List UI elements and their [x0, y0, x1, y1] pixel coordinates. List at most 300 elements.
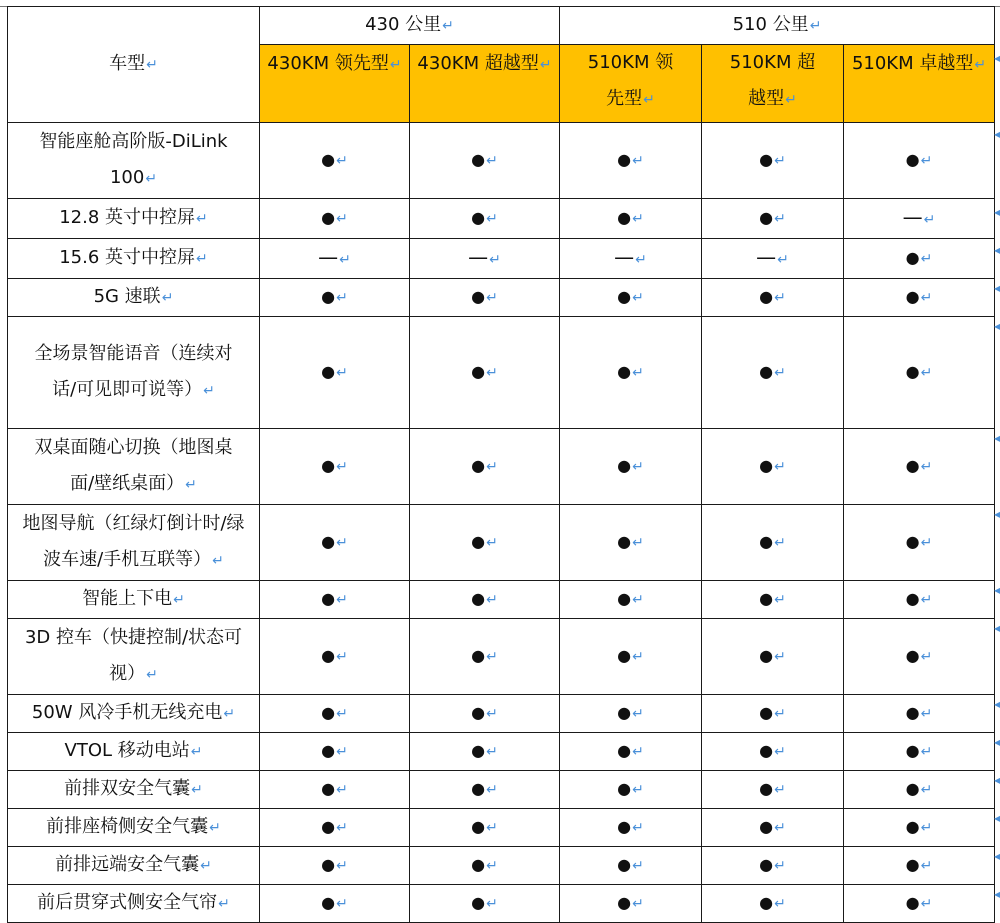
- standard-mark: ●: [321, 855, 336, 874]
- value-cell: [844, 505, 995, 581]
- paragraph-mark-icon: ↵: [774, 744, 786, 760]
- standard-mark: ●: [905, 703, 920, 722]
- feature-label: 地图导航（红绿灯倒计时/绿波车速/手机互联等）: [22, 513, 245, 570]
- edge-cell-mark-icon: ◂: [994, 507, 1000, 521]
- table-row: [8, 123, 995, 199]
- paragraph-mark-icon: ↵: [774, 211, 786, 227]
- value-cell: [260, 695, 410, 733]
- value-cell: [410, 279, 560, 317]
- paragraph-mark-icon: ↵: [146, 667, 158, 683]
- paragraph-mark-icon: ↵: [632, 820, 644, 836]
- edge-cell-mark-icon: ◂: [994, 431, 1000, 445]
- paragraph-mark-icon: ↵: [336, 211, 348, 227]
- feature-cell: [8, 847, 260, 885]
- paragraph-mark-icon: ↵: [336, 649, 348, 665]
- trim-label: 430KM 超越型: [417, 53, 539, 74]
- paragraph-mark-icon: ↵: [336, 706, 348, 722]
- paragraph-mark-icon: ↵: [339, 252, 351, 268]
- paragraph-mark-icon: ↵: [486, 706, 498, 722]
- standard-mark: ●: [617, 893, 632, 912]
- standard-mark: ●: [759, 456, 774, 475]
- paragraph-mark-icon: ↵: [486, 782, 498, 798]
- standard-mark: ●: [905, 532, 920, 551]
- standard-mark: ●: [471, 779, 486, 798]
- table-row: [8, 199, 995, 239]
- standard-mark: ●: [321, 287, 336, 306]
- value-cell: [410, 619, 560, 695]
- paragraph-mark-icon: ↵: [920, 782, 933, 798]
- value-cell: [260, 733, 410, 771]
- value-cell: [410, 317, 560, 429]
- feature-cell: [8, 771, 260, 809]
- edge-cell-mark-icon: ◂: [994, 735, 1000, 749]
- trim-header-cell: [410, 45, 560, 123]
- paragraph-mark-icon: ↵: [920, 365, 933, 381]
- feature-cell: [8, 505, 260, 581]
- standard-mark: ●: [471, 741, 486, 760]
- table-row: [8, 279, 995, 317]
- trim-label: 510KM 领先型: [587, 52, 674, 109]
- standard-mark: ●: [471, 456, 486, 475]
- paragraph-mark-icon: ↵: [785, 92, 797, 108]
- paragraph-mark-icon: ↵: [923, 212, 936, 228]
- value-cell: [844, 317, 995, 429]
- paragraph-mark-icon: ↵: [920, 251, 933, 267]
- value-cell: [844, 123, 995, 199]
- paragraph-mark-icon: ↵: [486, 896, 498, 912]
- paragraph-mark-icon: ↵: [774, 858, 786, 874]
- standard-mark: ●: [471, 589, 486, 608]
- value-cell: [410, 771, 560, 809]
- paragraph-mark-icon: ↵: [336, 820, 348, 836]
- value-cell: [560, 885, 702, 923]
- edge-cell-mark-icon: ◂: [994, 887, 1000, 901]
- value-cell: [702, 695, 844, 733]
- standard-mark: ●: [471, 287, 486, 306]
- value-cell: [410, 695, 560, 733]
- standard-mark: ●: [759, 150, 774, 169]
- standard-mark: ●: [321, 362, 336, 381]
- paragraph-mark-icon: ↵: [389, 57, 402, 73]
- standard-mark: ●: [321, 741, 336, 760]
- table-row: [8, 505, 995, 581]
- paragraph-mark-icon: ↵: [212, 553, 224, 569]
- trim-header-cell: [560, 45, 702, 123]
- standard-mark: ●: [617, 855, 632, 874]
- value-cell: [560, 619, 702, 695]
- paragraph-mark-icon: ↵: [489, 252, 501, 268]
- paragraph-mark-icon: ↵: [974, 57, 987, 73]
- table-row: [8, 429, 995, 505]
- feature-cell: [8, 733, 260, 771]
- paragraph-mark-icon: ↵: [486, 290, 498, 306]
- paragraph-mark-icon: ↵: [632, 592, 644, 608]
- value-cell: [844, 581, 995, 619]
- standard-mark: ●: [759, 646, 774, 665]
- value-cell: [560, 733, 702, 771]
- feature-cell: [8, 619, 260, 695]
- not-available-mark: —: [318, 245, 339, 269]
- standard-mark: ●: [471, 855, 486, 874]
- paragraph-mark-icon: ↵: [145, 171, 158, 187]
- paragraph-mark-icon: ↵: [632, 896, 644, 912]
- value-cell: [410, 885, 560, 923]
- standard-mark: ●: [905, 589, 920, 608]
- paragraph-mark-icon: ↵: [632, 459, 644, 475]
- standard-mark: ●: [617, 703, 632, 722]
- standard-mark: ●: [759, 208, 774, 227]
- feature-cell: [8, 695, 260, 733]
- not-available-mark: —: [756, 245, 777, 269]
- standard-mark: ●: [321, 893, 336, 912]
- value-cell: [560, 123, 702, 199]
- feature-cell: [8, 279, 260, 317]
- paragraph-mark-icon: ↵: [632, 782, 644, 798]
- value-cell: [260, 771, 410, 809]
- value-cell: [702, 733, 844, 771]
- standard-mark: ●: [321, 779, 336, 798]
- paragraph-mark-icon: ↵: [774, 706, 786, 722]
- value-cell: [410, 581, 560, 619]
- paragraph-mark-icon: ↵: [632, 649, 644, 665]
- paragraph-mark-icon: ↵: [336, 459, 348, 475]
- paragraph-mark-icon: ↵: [643, 92, 655, 108]
- value-cell: [702, 279, 844, 317]
- paragraph-mark-icon: ↵: [336, 365, 348, 381]
- standard-mark: ●: [617, 150, 632, 169]
- standard-mark: ●: [905, 893, 920, 912]
- paragraph-mark-icon: ↵: [196, 211, 208, 227]
- trim-label: 510KM 超越型: [729, 52, 816, 109]
- paragraph-mark-icon: ↵: [218, 896, 230, 912]
- value-cell: [260, 429, 410, 505]
- header-group-row: [8, 7, 995, 45]
- standard-mark: ●: [617, 362, 632, 381]
- feature-label: 智能座舱高阶版-DiLink 100: [39, 131, 228, 188]
- paragraph-mark-icon: ↵: [173, 592, 185, 608]
- value-cell: [560, 279, 702, 317]
- paragraph-mark-icon: ↵: [920, 592, 933, 608]
- trim-header-cell: [702, 45, 844, 123]
- value-cell: [702, 199, 844, 239]
- feature-label: 15.6 英寸中控屏: [59, 247, 196, 268]
- value-cell: [702, 429, 844, 505]
- value-cell: [410, 199, 560, 239]
- standard-mark: ●: [759, 362, 774, 381]
- paragraph-mark-icon: ↵: [185, 477, 197, 493]
- standard-mark: ●: [759, 741, 774, 760]
- value-cell: [560, 199, 702, 239]
- value-cell: [260, 505, 410, 581]
- edge-cell-mark-icon: ◂: [994, 811, 1000, 825]
- paragraph-mark-icon: ↵: [486, 858, 498, 874]
- not-available-mark: —: [468, 245, 489, 269]
- paragraph-mark-icon: ↵: [632, 706, 644, 722]
- paragraph-mark-icon: ↵: [486, 365, 498, 381]
- feature-label: VTOL 移动电站: [64, 740, 190, 761]
- standard-mark: ●: [471, 646, 486, 665]
- standard-mark: ●: [905, 817, 920, 836]
- edge-cell-mark-icon: ◂: [994, 319, 1000, 333]
- feature-cell: [8, 199, 260, 239]
- table-row: [8, 733, 995, 771]
- standard-mark: ●: [905, 362, 920, 381]
- table-row: [8, 885, 995, 923]
- standard-mark: ●: [617, 779, 632, 798]
- standard-mark: ●: [759, 703, 774, 722]
- standard-mark: ●: [321, 589, 336, 608]
- not-available-mark: —: [614, 245, 635, 269]
- standard-mark: ●: [617, 287, 632, 306]
- value-cell: [844, 199, 995, 239]
- feature-label: 3D 控车（快捷控制/状态可视）: [24, 627, 243, 684]
- paragraph-mark-icon: ↵: [920, 649, 933, 665]
- standard-mark: ●: [905, 150, 920, 169]
- paragraph-mark-icon: ↵: [336, 153, 348, 169]
- group-label: 510 公里: [732, 14, 809, 35]
- standard-mark: ●: [617, 817, 632, 836]
- paragraph-mark-icon: ↵: [920, 290, 933, 306]
- paragraph-mark-icon: ↵: [486, 459, 498, 475]
- value-cell: [702, 581, 844, 619]
- value-cell: [844, 771, 995, 809]
- feature-cell: [8, 581, 260, 619]
- paragraph-mark-icon: ↵: [486, 649, 498, 665]
- paragraph-mark-icon: ↵: [632, 535, 644, 551]
- standard-mark: ●: [471, 703, 486, 722]
- paragraph-mark-icon: ↵: [632, 744, 644, 760]
- trim-label: 430KM 领先型: [267, 53, 389, 74]
- table-row: [8, 847, 995, 885]
- value-cell: [260, 199, 410, 239]
- standard-mark: ●: [617, 741, 632, 760]
- standard-mark: ●: [321, 646, 336, 665]
- standard-mark: ●: [759, 893, 774, 912]
- value-cell: [702, 885, 844, 923]
- paragraph-mark-icon: ↵: [486, 592, 498, 608]
- paragraph-mark-icon: ↵: [336, 782, 348, 798]
- edge-cell-mark-icon: ◂: [994, 127, 1000, 141]
- table-row: [8, 317, 995, 429]
- paragraph-mark-icon: ↵: [920, 820, 933, 836]
- not-available-mark: —: [902, 205, 923, 229]
- paragraph-mark-icon: ↵: [200, 858, 212, 874]
- paragraph-mark-icon: ↵: [920, 744, 933, 760]
- value-cell: [702, 505, 844, 581]
- feature-cell: [8, 809, 260, 847]
- edge-cell-mark-icon: ◂: [994, 51, 1000, 65]
- paragraph-mark-icon: ↵: [809, 18, 822, 34]
- paragraph-mark-icon: ↵: [774, 820, 786, 836]
- standard-mark: ●: [321, 532, 336, 551]
- standard-mark: ●: [471, 362, 486, 381]
- paragraph-mark-icon: ↵: [920, 706, 933, 722]
- paragraph-mark-icon: ↵: [486, 820, 498, 836]
- feature-cell: [8, 429, 260, 505]
- standard-mark: ●: [905, 248, 920, 267]
- feature-label: 前排双安全气囊: [64, 778, 191, 799]
- paragraph-mark-icon: ↵: [920, 896, 933, 912]
- standard-mark: ●: [905, 646, 920, 665]
- feature-label: 前后贯穿式侧安全气帘: [37, 892, 218, 913]
- value-cell: [560, 505, 702, 581]
- paragraph-mark-icon: ↵: [442, 18, 454, 34]
- standard-mark: ●: [471, 532, 486, 551]
- group-header-430: [260, 7, 560, 45]
- value-cell: [410, 123, 560, 199]
- trim-header-cell: [844, 45, 995, 123]
- paragraph-mark-icon: ↵: [161, 290, 174, 306]
- standard-mark: ●: [905, 456, 920, 475]
- value-cell: [260, 239, 410, 279]
- paragraph-mark-icon: ↵: [190, 744, 203, 760]
- value-cell: [260, 581, 410, 619]
- table-row: [8, 809, 995, 847]
- value-cell: [410, 809, 560, 847]
- standard-mark: ●: [617, 532, 632, 551]
- paragraph-mark-icon: ↵: [920, 858, 933, 874]
- standard-mark: ●: [905, 855, 920, 874]
- paragraph-mark-icon: ↵: [632, 153, 644, 169]
- paragraph-mark-icon: ↵: [777, 252, 789, 268]
- feature-label: 前排远端安全气囊: [55, 854, 200, 875]
- standard-mark: ●: [321, 703, 336, 722]
- standard-mark: ●: [321, 208, 336, 227]
- paragraph-mark-icon: ↵: [632, 211, 644, 227]
- value-cell: [410, 733, 560, 771]
- paragraph-mark-icon: ↵: [774, 153, 786, 169]
- table-row: [8, 239, 995, 279]
- feature-label: 智能上下电: [82, 588, 173, 609]
- standard-mark: ●: [321, 456, 336, 475]
- edge-cell-mark-icon: ◂: [994, 773, 1000, 787]
- table-row: [8, 695, 995, 733]
- standard-mark: ●: [759, 532, 774, 551]
- value-cell: [560, 239, 702, 279]
- value-cell: [560, 809, 702, 847]
- group-label: 430 公里: [365, 14, 442, 35]
- value-cell: [410, 505, 560, 581]
- standard-mark: ●: [905, 741, 920, 760]
- paragraph-mark-icon: ↵: [920, 459, 933, 475]
- value-cell: [410, 429, 560, 505]
- standard-mark: ●: [759, 855, 774, 874]
- value-cell: [260, 317, 410, 429]
- standard-mark: ●: [617, 646, 632, 665]
- edge-cell-mark-icon: ◂: [994, 849, 1000, 863]
- edge-cell-mark-icon: ◂: [994, 621, 1000, 635]
- value-cell: [844, 279, 995, 317]
- standard-mark: ●: [321, 817, 336, 836]
- standard-mark: ●: [759, 589, 774, 608]
- paragraph-mark-icon: ↵: [774, 592, 786, 608]
- paragraph-mark-icon: ↵: [336, 535, 348, 551]
- value-cell: [702, 771, 844, 809]
- paragraph-mark-icon: ↵: [146, 57, 158, 73]
- paragraph-mark-icon: ↵: [196, 251, 208, 267]
- paragraph-mark-icon: ↵: [486, 211, 498, 227]
- paragraph-mark-icon: ↵: [539, 57, 552, 73]
- paragraph-mark-icon: ↵: [336, 858, 348, 874]
- paragraph-mark-icon: ↵: [774, 649, 786, 665]
- group-header-510: [560, 7, 995, 45]
- paragraph-mark-icon: ↵: [191, 782, 203, 798]
- paragraph-mark-icon: ↵: [336, 744, 348, 760]
- feature-label: 双桌面随心切换（地图桌面/壁纸桌面）: [34, 437, 233, 494]
- edge-cell-mark-icon: ◂: [994, 205, 1000, 219]
- value-cell: [844, 733, 995, 771]
- edge-cell-mark-icon: ◂: [994, 243, 1000, 257]
- value-cell: [844, 695, 995, 733]
- paragraph-mark-icon: ↵: [920, 535, 933, 551]
- table-row: [8, 581, 995, 619]
- trim-label: 510KM 卓越型: [851, 53, 974, 74]
- paragraph-mark-icon: ↵: [632, 858, 644, 874]
- paragraph-mark-icon: ↵: [223, 706, 236, 722]
- value-cell: [844, 429, 995, 505]
- value-cell: [702, 239, 844, 279]
- standard-mark: ●: [905, 287, 920, 306]
- feature-label: 全场景智能语音（连续对话/可见即可说等）: [34, 343, 233, 400]
- feature-label: 12.8 英寸中控屏: [59, 207, 196, 228]
- trim-header-cell: [260, 45, 410, 123]
- feature-cell: [8, 317, 260, 429]
- paragraph-mark-icon: ↵: [774, 896, 786, 912]
- paragraph-mark-icon: ↵: [920, 153, 933, 169]
- table-row: [8, 619, 995, 695]
- standard-mark: ●: [617, 208, 632, 227]
- paragraph-mark-icon: ↵: [774, 459, 786, 475]
- value-cell: [260, 619, 410, 695]
- feature-label: 5G 速联: [93, 286, 161, 307]
- value-cell: [844, 847, 995, 885]
- paragraph-mark-icon: ↵: [635, 252, 647, 268]
- value-cell: [702, 123, 844, 199]
- table-row: [8, 771, 995, 809]
- standard-mark: ●: [471, 893, 486, 912]
- paragraph-mark-icon: ↵: [774, 365, 786, 381]
- feature-cell: [8, 123, 260, 199]
- paragraph-mark-icon: ↵: [632, 290, 644, 306]
- paragraph-mark-icon: ↵: [336, 290, 348, 306]
- paragraph-mark-icon: ↵: [774, 782, 786, 798]
- value-cell: [260, 885, 410, 923]
- paragraph-mark-icon: ↵: [774, 290, 786, 306]
- value-cell: [560, 429, 702, 505]
- edge-cell-mark-icon: ◂: [994, 583, 1000, 597]
- paragraph-mark-icon: ↵: [209, 820, 221, 836]
- value-cell: [260, 279, 410, 317]
- value-cell: [702, 809, 844, 847]
- value-cell: [260, 809, 410, 847]
- value-cell: [560, 847, 702, 885]
- paragraph-mark-icon: ↵: [486, 535, 498, 551]
- standard-mark: ●: [471, 817, 486, 836]
- paragraph-mark-icon: ↵: [336, 896, 348, 912]
- value-cell: [844, 239, 995, 279]
- paragraph-mark-icon: ↵: [336, 592, 348, 608]
- value-cell: [560, 317, 702, 429]
- paragraph-mark-icon: ↵: [486, 153, 498, 169]
- value-cell: [410, 847, 560, 885]
- standard-mark: ●: [471, 208, 486, 227]
- value-cell: [560, 581, 702, 619]
- value-cell: [260, 123, 410, 199]
- feature-cell: [8, 885, 260, 923]
- value-cell: [844, 809, 995, 847]
- edge-cell-mark-icon: ◂: [994, 281, 1000, 295]
- value-cell: [560, 771, 702, 809]
